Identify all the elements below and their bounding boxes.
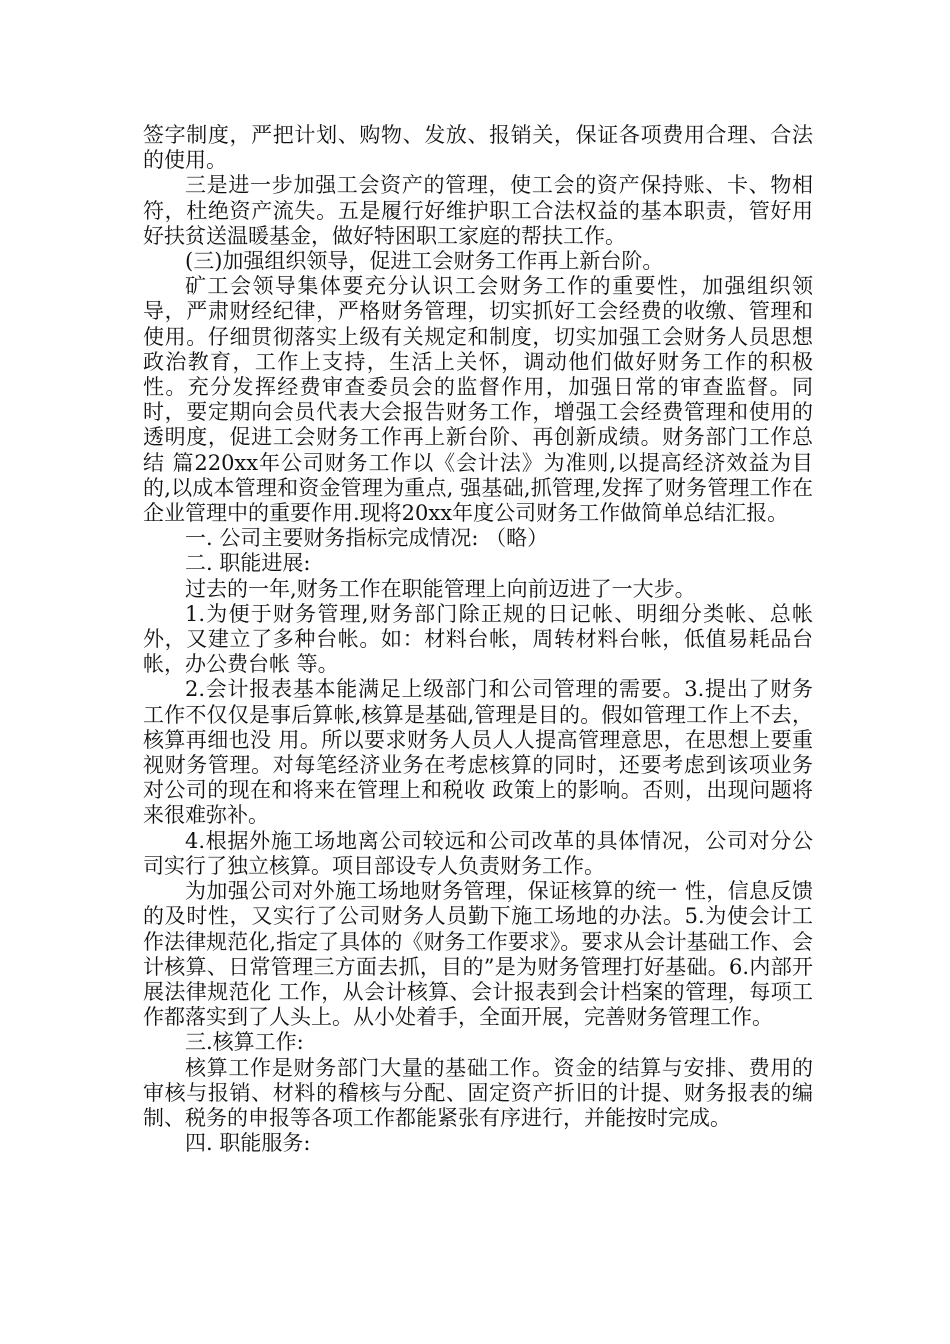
document-body <box>143 123 813 1156</box>
paragraph-item-five-six: 为加强公司对外施工场地财务管理，保证核算的统一 性，信息反馈的及时性，又实行了公司财务人员勤下施工场地的办法。5.为使会计工作法律规范化,指定了具体的《财务工作要求》。要求从会计基础工作、会计核算、日常管理三方面去抓，目的”是为财务管理打好基础。6.内部开展法律规范化 工作，从会计核算、会计报表到会计档案的管理，每项工作都落实到了人头上。从小处着手，全面开展，完善财务管理工作。 <box>143 879 813 1030</box>
paragraph-heading-one: 一. 公司主要财务指标完成情况: （略） <box>185 526 549 551</box>
paragraph-leadership: 矿工会领导集体要充分认识工会财务工作的重要性，加强组织领导，严肃财经纪律，严格财务管理，切实抓好工会经费的收缴、管理和使用。仔细贯彻落实上级有关规定和制度，切实加强工会财务人员思想政治教育，工作上支持，生活上关怀，调动他们做好财务工作的积极性。充分发挥经费审查委员会的监督作用，加强日常的审查监督。同时，要定期向会员代表大会报告财务工作，增强工会经费管理和使用的透明度，促进工会财务工作再上新台阶、再创新成绩。财务部门工作总结 篇220xx年公司财务工作以《会计法》为准则,以提高经济效益为目的,以成本管理和资金管理为重点, 强基础,抓管理,发挥了财务管理工作在企业管理中的重要作用.现将20xx年度公司财务工作做简单总结汇报。 <box>143 274 813 526</box>
paragraph-signature-system: 签字制度，严把计划、购物、发放、报销关，保证各项费用合理、合法的使用。 <box>143 123 813 173</box>
paragraph-heading-four: 四. 职能服务: <box>185 1131 311 1156</box>
paragraph-past-year: 过去的一年,财务工作在职能管理上向前迈进了一大步。 <box>185 576 696 601</box>
paragraph-item-one: 1.为便于财务管理,财务部门除正规的日记帐、明细分类帐、总帐外，又建立了多种台帐。如：材料台帐，周转材料台帐，低值易耗品台帐，办公费台帐 等。 <box>143 601 813 677</box>
paragraph-heading-two: 二. 职能进展: <box>185 551 311 576</box>
paragraph-asset-management: 三是进一步加强工会资产的管理，使工会的资产保持账、卡、物相符，杜绝资产流失。五是履行好维护职工合法权益的基本职责，管好用好扶贫送温暖基金，做好特困职工家庭的帮扶工作。 <box>143 173 813 248</box>
paragraph-item-four: 4.根据外施工场地离公司较远和公司改革的具体情况，公司对分公司实行了独立核算。项目部设专人负责财务工作。 <box>143 828 813 878</box>
paragraph-section-three-heading: (三)加强组织领导，促进工会财务工作再上新台阶。 <box>185 249 664 274</box>
paragraph-heading-three: 三.核算工作: <box>185 1030 304 1055</box>
paragraph-item-two-three: 2.会计报表基本能满足上级部门和公司管理的需要。3.提出了财务工作不仅仅是事后算帐,核算是基础,管理是目的。假如管理工作上不去，核算再细也没 用。所以要求财务人员人人提高管理意思，在思想上要重视财务管理。对每笔经济业务在考虑核算的同时，还要考虑到该项业务对公司的现在和将来在管理上和税收 政策上的影响。否则，出现问题将来很难弥补。 <box>143 677 813 828</box>
paragraph-accounting-work: 核算工作是财务部门大量的基础工作。资金的结算与安排、费用的审核与报销、材料的稽核与分配、固定资产折旧的计提、财务报表的编制、税务的申报等各项工作都能紧张有序进行，并能按时完成。 <box>143 1055 813 1130</box>
